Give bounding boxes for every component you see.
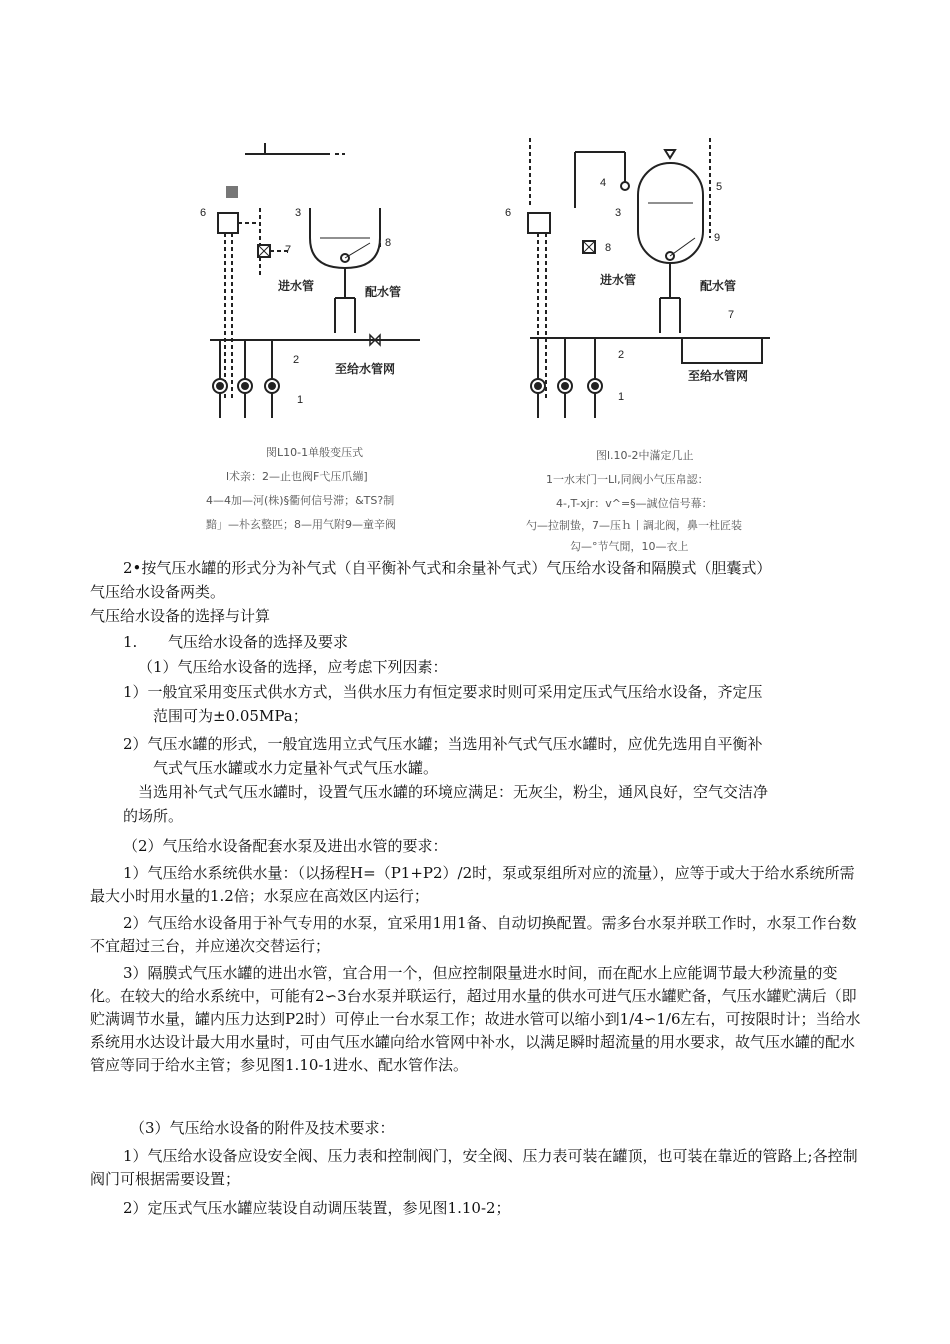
paragraph-classification: 2•按气压水罐的形式分为补气式（自平衡补气式和余量补气式）气压给水设备和隔膜式（胆囊式）	[123, 559, 772, 577]
svg-text:2: 2	[293, 354, 300, 366]
figure-left-caption-3: 4—4加—河(株)§衢何信号滞；&TS?制	[206, 494, 395, 507]
svg-text:5: 5	[716, 181, 723, 193]
section-heading: 气压给水设备的选择与计算	[90, 607, 271, 625]
figure-right-caption-1: 图l.10-2中滿定几止	[596, 449, 694, 462]
item-2-2: 2）气压给水设备用于补气专用的水泵，宜采用1用1备、自动切换配置。需多台水泵并联工作时，水泵工作台数不宜超过三台，并应递次交替运行；	[90, 914, 857, 955]
svg-text:7: 7	[728, 309, 735, 321]
item-3-2: 2）定压式气压水罐应装设自动调压装置，参见图1.10-2；	[123, 1199, 511, 1217]
item-2-heading: （2）气压给水设备配套水泵及进出水管的要求：	[123, 837, 448, 855]
svg-text:4: 4	[600, 177, 607, 189]
item-1-heading: （1）气压给水设备的选择，应考虑下列因素：	[138, 658, 448, 676]
item-3-heading: （3）气压给水设备的附件及技术要求：	[130, 1119, 395, 1137]
svg-text:7: 7	[285, 244, 292, 256]
svg-text:8: 8	[605, 242, 612, 254]
figure-right	[490, 128, 790, 553]
figure-right-diagram	[490, 128, 790, 438]
svg-text:6: 6	[200, 207, 207, 219]
figure-left-caption-4: 黯」—朴玄整匹；8—用气附9—童辛阀	[206, 518, 396, 531]
svg-text:3: 3	[295, 207, 302, 219]
figure-left	[170, 128, 460, 531]
svg-text:至给水管网: 至给水管网	[335, 362, 396, 376]
figure-left-diagram	[170, 128, 460, 438]
paragraph-classification-cont: 气压给水设备两类。	[90, 583, 226, 601]
item-3-1: 1）气压给水设备应设安全阀、压力表和控制阀门，安全阀、压力表可装在罐顶，也可装在靠近的管路上;各控制阀门可根据需要设置；	[90, 1147, 858, 1188]
svg-text:6: 6	[505, 207, 512, 219]
figure-right-caption-5: 勾—°节气閒，10—衣上	[570, 540, 689, 553]
subsection-number: 1.	[123, 633, 138, 651]
item-1-2: 2）气压水罐的形式，一般宜选用立式气压水罐；当选用补气式气压水罐时，应优先选用自平衡补	[123, 735, 763, 753]
item-1-1: 1）一般宜采用变压式供水方式，当供水压力有恒定要求时则可采用定压式气压给水设备，齐定压	[123, 683, 763, 701]
figure-right-caption-4: 勺—拉制蛰，7—压ｈ丨調北阀，鼻一杜匠装	[526, 519, 742, 532]
svg-text:配水管: 配水管	[700, 279, 737, 293]
svg-text:进水管: 进水管	[600, 273, 637, 287]
svg-text:9: 9	[714, 232, 721, 244]
figure-left-caption-2: l术亲：2—止也阀F弋压爪繃]	[226, 470, 368, 483]
svg-text:8: 8	[385, 237, 392, 249]
item-1-3: 当选用补气式气压水罐时，设置气压水罐的环境应满足：无灰尘，粉尘，通风良好，空气交洁净	[138, 783, 769, 801]
subsection-heading: 气压给水设备的选择及要求	[168, 633, 349, 651]
item-2-1: 1）气压给水系统供水量：（以扬程H=（P1+P2）/2时，泵或泵组所对应的流量），应等于或大于给水系统所需最大小时用水量的1.2倍；水泵应在高效区内运行；	[90, 864, 855, 905]
item-1-2-cont: 气式气压水罐或水力定量补气式气压水罐。	[153, 759, 439, 777]
svg-text:进水管: 进水管	[278, 279, 315, 293]
item-2-3: 3）隔膜式气压水罐的进出水管，宜合用一个，但应控制限量进水时间，而在配水上应能调节最大秒流量的变化。在较大的给水系统中，可能有2∽3台水泵并联运行，超过用水量的供水可进气压水罐贮备，气压水罐贮满后（即贮满调节水量，罐内压力达到P2时）可停止一台水泵工作；故进水管可以缩小到1/4∽1/6左右，可按限时计；当给水系统用水达设计最大用水量时，可由气压水罐向给水管网中补水，以满足瞬时超流量的用水要求，故气压水罐的配水管应等同于给水主管；参见图1.10-1进水、配水管作法。	[90, 964, 861, 1074]
svg-text:2: 2	[618, 349, 625, 361]
svg-text:3: 3	[615, 207, 622, 219]
svg-text:1: 1	[618, 391, 625, 403]
svg-text:配水管: 配水管	[365, 285, 402, 299]
figure-left-caption-1: 閔L10-1单般变压式	[266, 446, 364, 459]
figure-right-caption-3: 4-,T-xjr：v^=§—誠位信号幕：	[556, 497, 713, 510]
item-1-3-cont: 的场所。	[123, 807, 184, 825]
svg-text:至给水管网: 至给水管网	[688, 369, 749, 383]
figure-right-caption-2: 1一水末门一Ll,同阀小气压帛認：	[546, 473, 709, 486]
item-1-1-cont: 范围可为±0.05MPa；	[153, 707, 308, 725]
svg-text:1: 1	[297, 394, 304, 406]
